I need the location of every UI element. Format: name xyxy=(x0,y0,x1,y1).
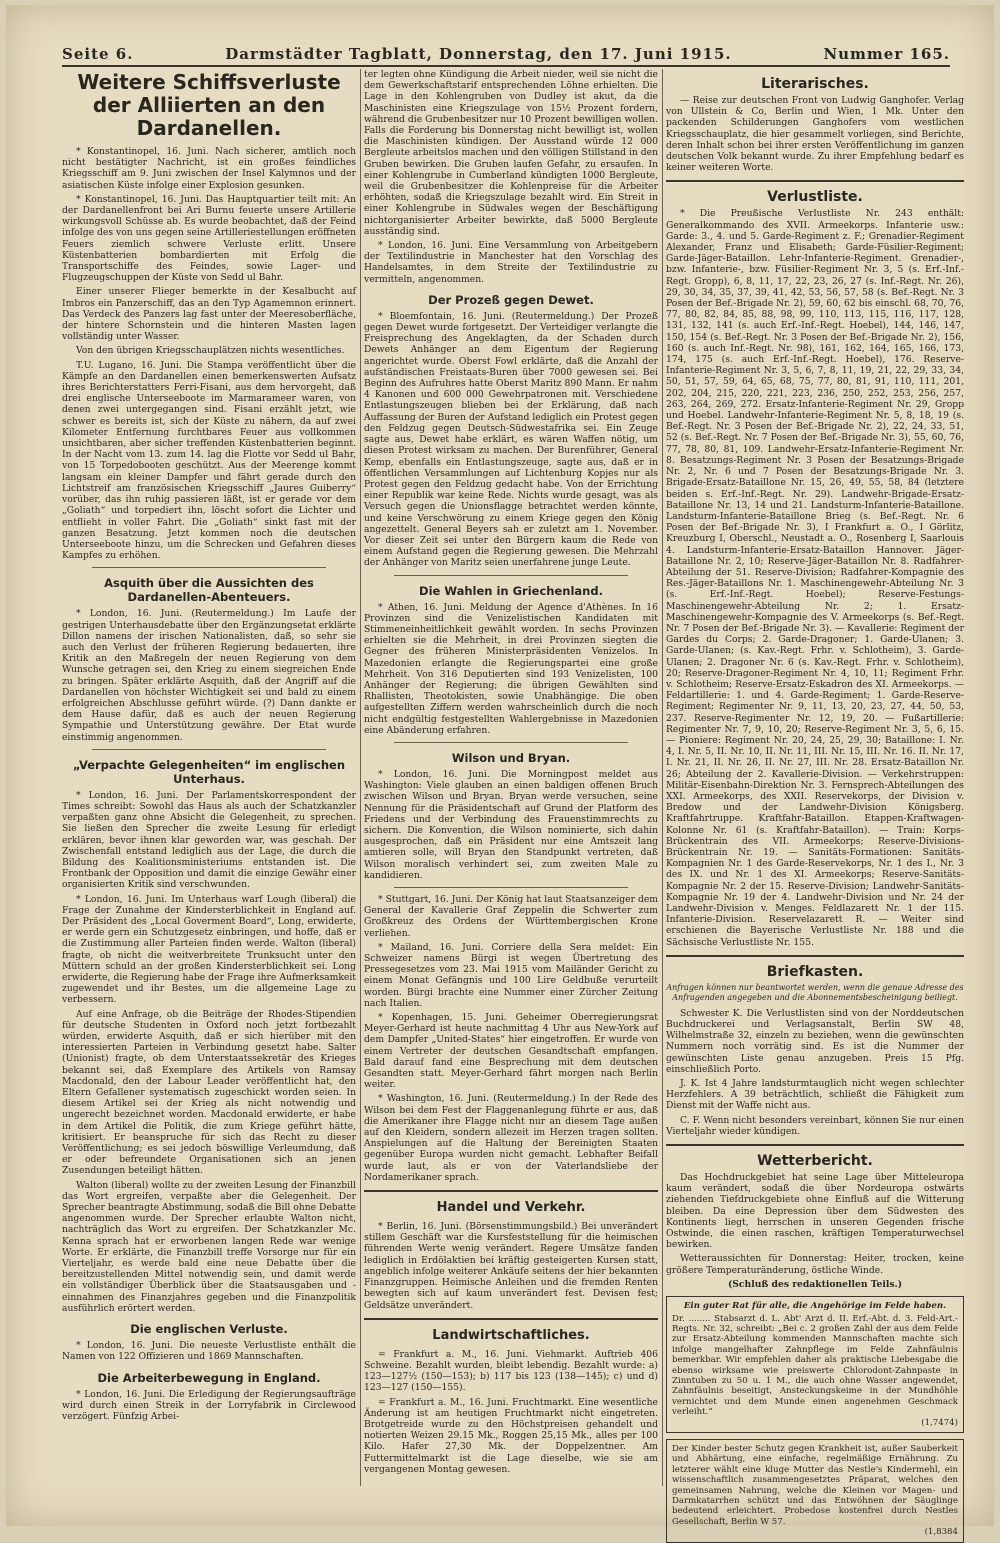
article-paragraph: * Konstantinopel, 16. Juni. Nach sicherer, amtlich noch nicht bestätigter Nachricht, ist ein großes feindliches Kriegsschiff am 9. Juni zwischen der Insel Kalymnos und der asiatischen Küste infolge einer Explosion gesunken. xyxy=(62,146,356,191)
article-paragraph: Einer unserer Flieger bemerkte in der Kesalbucht auf Imbros ein Panzerschiff, das an den Typ Agamemnon erinnert. Das Verdeck des Panzers lag fast unter der Meeresoberfläche, der hintere Schornstein und die hinteren Masten lagen vollständig unter Wasser. xyxy=(62,286,356,343)
article-paragraph: * Konstantinopel, 16. Juni. Das Hauptquartier teilt mit: An der Dardanellenfront bei Ari Burnu feuerte unsere Artillerie wirkungsvoll Schüsse ab. Es wurde beobachtet, daß der Feind infolge des von uns gegen seine Artilleriestellungen eröffneten Feuers ziemlich schwere Verluste erlitt. Unsere Küstenbatterien bombardierten mit Erfolg die Transportschiffe des Feindes, sowie Lager- und Flugzeugschuppen der Küste von Sedd ul Bahr. xyxy=(62,193,356,284)
section-heading: Die Arbeiterbewegung in England. xyxy=(97,1370,321,1385)
section-heading: Wetterbericht. xyxy=(757,1153,873,1170)
advertisement-box xyxy=(666,1439,964,1543)
page-header xyxy=(62,41,950,63)
header-rule xyxy=(62,65,950,67)
section-heading: Die Wahlen in Griechenland. xyxy=(419,583,603,598)
article-paragraph: * Stuttgart, 16. Juni. Der König hat laut Staatsanzeiger dem General der Kavallerie Graf Zeppelin die Schwerter zum Großkreuz des Ordens der Württembergischen Krone verliehen. xyxy=(364,894,658,939)
editorial-end-note: (Schluß des redaktionellen Teils.) xyxy=(727,1278,903,1290)
article-paragraph: * Athen, 16. Juni. Meldung der Agence d'Athènes. In 16 Provinzen sind die Venizelistischen Kandidaten mit Stimmeneinheitlichkeit gewählt worden. In sechs Provinzen erhielten sie die Mehrheit, in drei Provinzen siegten die Gegner des früheren Ministerpräsidenten Venizelos. In Mazedonien erlangte die Regierungspartei eine große Mehrheit. Von 316 Deputierten sind 193 Venizelisten, 100 Anhänger der Regierung; die übrigen Gewählten sind Rhallisten, Theotokisten, sowie Unabhängige. Die oben aufgestellten Ziffern werden wahrscheinlich durch die noch nicht endgültig festgestellten Wahlergebnisse in Mazedonien eine Abänderung erfahren. xyxy=(364,601,658,736)
article-paragraph: J. K. Ist 4 Jahre landsturmtauglich nicht wegen schlechter Herzfehlers. A 39 beträchtlich, schließt die Fähigkeit zum Dienst mit der Waffe nicht aus. xyxy=(666,1078,964,1112)
article-paragraph: * London, 16. Juni. Im Unterhaus warf Lough (liberal) die Frage der Zunahme der Kindersterblichkeit in England auf. Der Präsident des „Local Goverment Board“, Long, erwiderte, er werde gern ein Schutzgesetz einbringen, und hoffe, daß er die Zustimmung aller Parteien finden werde. Walton (liberal) fragte, ob nicht die weitverbreitete Trunksucht unter den Müttern schuld an der großen Kindersterblichkeit sei. Long erwiderte, die Regierung habe der Frage ihre Aufmerksamkeit zugewendet und ihr Bestes, um die allgemeine Lage zu verbessern. xyxy=(62,893,356,1006)
column-2 xyxy=(364,69,658,1486)
article-paragraph: C. F. Wenn nicht besonders vereinbart, können Sie nur einen Vierteljahr wieder kündigen. xyxy=(666,1114,964,1137)
section-divider xyxy=(394,887,628,888)
article-paragraph: Das Hochdruckgebiet hat seine Lage über Mitteleuropa kaum verändert, sodaß die über Nordeuropa ostwärts ziehenden Tiefdruckgebiete ohne Einfluß auf die Witterung bleiben. Da eine Depression über dem Südwesten des Kontinents liegt, herrschen in unseren Gegenden frische Ostwinde, die einen raschen, kräftigen Temperaturwechsel bewirken. xyxy=(666,1172,964,1251)
article-paragraph: = Frankfurt a. M., 16. Juni. Fruchtmarkt. Eine wesentliche Änderung ist am heutigen Fruchtmarkt nicht eingetreten. Brotgetreide wurde zu den Höchstpreisen gehandelt und notierten Weizen 29.15 Mk., Roggen 25,15 Mk., alles per 100 Kilo. Hafer 27,30 Mk. der Doppelzentner. Am Futtermittelmarkt ist die Lage dieselbe, wie sie am vergangenen Montag gewesen. xyxy=(364,1396,658,1475)
article-paragraph: ter legten ohne Kündigung die Arbeit nieder, weil sie nicht die dem Gewerkschaftstarif entsprechenden Löhne erhielten. Die Lage in den Kohlengruben von Dudley ist akut, da die Maschinisten eine Kriegszulage von 15½ Prozent fordern, während die Grubenbesitzer nur 10 Prozent bewilligen wollen. Falls die Forderung bis Donnerstag nicht bewilligt ist, wollen die Maschinisten kündigen. Der Ausstand würde 12 000 Bergleute arbeitslos machen und den völligen Stillstand in den Gruben bewirken. Die Gruben laufen Gefahr, zu ersaufen. In einer Kohlengrube in Cumberland kündigten 1000 Bergleute, weil die Grubenbesitzer die Kohlenpreise für die Arbeiter erhöhten, sodaß die Kriegszulage bezahlt wird. Ein Streit in einer Kohlengrube in Südwales wegen der Beschäftigung nichtorganisierter Arbeiter bewirkte, daß 5000 Bergleute ausständig sind. xyxy=(364,69,658,237)
section-heading: „Verpachte Gelegenheiten“ im englischen Unterhaus. xyxy=(72,757,346,786)
article-paragraph: * Washington, 16. Juni. (Reutermeldung.) In der Rede des Wilson bei dem Fest der Flaggenanlegung führte er aus, daß die Amerikaner ihre Flagge nicht nur an diesem Tage außen auf den Kleidern, sondern allezeit im Herzen tragen sollten. Anspielungen auf die Haltung der Bereinigten Staaten gegenüber Europa wurden nicht gemacht. Lebhafter Beifall wurde laut, als er von der Vaterlandsliebe der Nordamerikaner sprach. xyxy=(364,1093,658,1183)
column-1 xyxy=(62,69,356,1486)
article-paragraph: Schwester K. Die Verlustlisten sind von der Norddeutschen Buchdruckerei und Verlagsanstalt, Berlin SW 48, Wilhelmstraße 32, einzeln zu beziehen, wenn die gewünschten Nummern noch vorrätig sind. Es ist die Nummer der gewünschten Liste genau anzugeben. Preis 15 Pfg. einschließlich Porto. xyxy=(666,1007,964,1075)
article-paragraph: * Berlin, 16. Juni. (Börsenstimmungsbild.) Bei unverändert stillem Geschäft war die Kursfeststellung für die heimischen führenden Werte wenig verändert. Regere Umsätze fanden lediglich in Erdölaktien bei kräftig gesteigerten Kursen statt, angeblich infolge weiterer Ankäufe seitens der hier bekannten Finanzgruppen. Heimische Anleihen und die fremden Renten bewegten sich auf kaum unverändert fest. Devisen fest; Geldsätze unverändert. xyxy=(364,1221,658,1311)
article-paragraph: * London, 16. Juni. Die Morningpost meldet aus Washington: Viele glauben an einen baldigen offenen Bruch zwischen Wilson und Bryan. Bryan werde versuchen, seine Nennung für die Präsidentschaft auf Grund der Platform des Friedens und der Verbindung des Frauenstimmrechts zu sichern. Die Konvention, die Wilson nominierte, sich dahin ausgesprochen, daß ein Präsident nur eine Amtszeit lang amtieren solle, will Bryan den Standpunkt vertreten, daß Wilson moralisch verhindert sei, zum zweiten Male zu kandidieren. xyxy=(364,768,658,881)
article-paragraph: Walton (liberal) wollte zu der zweiten Lesung der Finanzbill das Wort ergreifen, verpaßte aber die Gelegenheit. Der Sprecher beantragte Abstimmung, sodaß die Bill ohne Debatte angenommen wurde. Der Sprecher erlaubte Walton nicht, nachträglich das Wort zu ergreifen. Der Schatzkanzler Mc. Kenna sprach hat er erworbenen langen Rede war wenige Worte. Er erklärte, die Finanzbill treffe Vorsorge nur für ein Vierteljahr, es werde bald eine neue Debatte über die bereitzustellenden Mittel notwendig sein, und damit werde ein vollständiger Überblick über die Staatsausgaben und -einnahmen des Finanzjahres gegeben und die Finanzpolitik ausführlich erörtert werden. xyxy=(62,1179,356,1314)
section-divider xyxy=(364,1190,658,1192)
article-paragraph: * London, 16. Juni. Die Erledigung der Regierungsaufträge wird durch einen Streik in der Lorryfabrik in Circlewood verzögert. Fünfzig Arbei- xyxy=(62,1388,356,1422)
column-divider xyxy=(360,69,361,1486)
section-divider xyxy=(666,955,964,957)
section-heading: Literarisches. xyxy=(761,76,869,92)
article-paragraph: * Bloemfontain, 16. Juni. (Reutermeldung.) Der Prozeß gegen Dewet wurde fortgesetzt. Der Verteidiger verlangte die Freisprechung des Angeklagten, da der Schaden durch Dewets Anhänger an dem Eigentum der Regierung angerichtet wurde. Oberst Fowl erklärte, daß die Anzahl der aufständischen Freistaats-Buren über 7000 gewesen sei. Bei Beginn des Aufruhres hatte Oberst Maritz 890 Mann. Er nahm 4 Kanonen und 600 000 Gewehrpatronen mit. Verschiedene Entlastungszeugen blieben bei der Erklärung, daß nach Auffassung der Buren der Aufstand lediglich ein Protest gegen den Feldzug gegen Deutsch-Südwestafrika sei. Ein Zeuge sagte aus, Dewet habe erklärt, es wären Waffen nötig, um diesen Protest wirksam zu machen. Der Burenführer, General Kemp, ebenfalls ein Entlastungszeuge, sagte aus, daß er in öffentlichen Versammlungen auf Lichtenburg Kopjes nur als Protest gegen den Feldzug gedacht habe. Von der Errichtung einer Republik war keine Rede. Nichts wurde gesagt, was als Versuch gegen die Unionsflagge betrachtet werden könnte, und keine Verschwörung zu einem Kriege gegen den König angezettelt. General Beyers sah er zuletzt am 1. November. Vor dieser Zeit sei unter den Bürgern kaum die Rede von einem Aufstand gegen die Regierung gewesen. Die Mehrzahl der Anhänger von Maritz seien unerfahrene junge Leute. xyxy=(364,310,658,569)
advertisement-text: Dr. ........ Stabsarzt d. L. Abt' Arzt d. II. Erf.-Abt. d. 3. Feld-Art.-Regts. Nr. 32, schreibt: „Bei c. 2 großen Zahl der aus dem Felde zur Ersatz-Abteilung kommenden Mannschaften machte sich infolge mangelhafter Zahnpflege im Felde Zahnfäulnis bemerkbar. Wir empfehlen daher als praktische Liebesgabe die ebenso wirksame wie preiswerte Chlorodont-Zahnpaste in Zinntuben zu 50 u. 1 M., die auch ohne Wasser angewendet, Zahnfäulnis beseitigt, Ansteckungskeime in der Mundhöhle vernichtet und dem Munde einen angenehmen Geschmack verleiht.“ xyxy=(672,1313,958,1418)
section-divider xyxy=(394,742,628,743)
article-paragraph: * London, 16. Juni. (Reutermeldung.) Im Laufe der gestrigen Unterhausdebatte über den Ergänzungsetat erklärte Dillon namens der irischen Nationalisten, daß, so sehr sie auch den Verlust der früheren Regierung bedauerten, ihre Kritik an den Maßregeln der neuen Regierung von dem Wunsche getragen sei, den Krieg zu einem siegreichen Ende zu bringen. Später erklärte Asquith, daß der Angriff auf die Dardanellen von höchster Wichtigkeit sei und bald zu einem erfolgreichen Abschlusse geführt würde. (?) Dann dankte er dem Hause dafür, daß es auch der neuen Regierung Sympathie und Unterstützung gewähre. Der Etat wurde einstimmig angenommen. xyxy=(62,608,356,743)
article-paragraph: Von den übrigen Kriegsschauplätzen nichts wesentliches. xyxy=(76,345,345,357)
advertisement-title: Ein guter Rat für alle, die Angehörige im Felde haben. xyxy=(683,1301,947,1312)
section-divider xyxy=(92,567,326,568)
section-heading: Der Prozeß gegen Dewet. xyxy=(428,292,594,307)
article-paragraph: * Mailand, 16. Juni. Corriere della Sera meldet: Ein Schweizer namens Bürgi ist wegen Übertretung des Pressegesetzes vom 23. Mai 1915 vom Mailänder Gericht zu einem Monat Gefängnis und 100 Lire Geldbuße verurteilt worden. Bürgi brachte eine Nummer einer Zürcher Zeitung nach Italien. xyxy=(364,941,658,1009)
article-paragraph: * London, 16. Juni. Die neueste Verlustliste enthält die Namen von 122 Offizieren und 1869 Mannschaften. xyxy=(62,1340,356,1363)
section-divider xyxy=(92,749,326,750)
article-paragraph: Auf eine Anfrage, ob die Beiträge der Rhodes-Stipendien für deutsche Studenten in Oxford noch jetzt fortbezahlt würden, erwiderte Asquith, daß er sich hierüber mit den interessierten Parteien in Verbindung gesetzt habe. Salter (Unionist) fragte, ob dem Unterstaatssekretär des Krieges bekannt sei, daß Exemplare des Artikels von Ramsay Macdonald, den der Labour Leader veröffentlicht hat, den Eltern Gefallener systematisch zugeschickt worden seien. In diesem Artikel sei der Krieg als nicht notwendig und ungerecht bezeichnet worden. Macdonald erwiderte, er habe in dem Artikel die Politik, die zum Kriege geführt hätte, kritisiert. Er beanspruche für sich das Recht zu dieser Veröffentlichung; es sei jedoch böswillige Verleumdung, daß er oder befreundete Organisationen sich an jenen Zusendungen beteiligt hätten. xyxy=(62,1008,356,1177)
article-paragraph: — Reise zur deutschen Front von Ludwig Ganghofer. Verlag von Ullstein & Co, Berlin und Wien, 1 Mk. Unter den packenden Schilderungen Ganghofers vom westlichen Kriegsschauplatz, die hier gesammelt vorliegen, sind Berichte, deren Inhalt schon bei ihrer ersten Veröffentlichung im ganzen deutschen Volk bekannt wurde. Zu ihrer Empfehlung bedarf es keiner weiteren Worte. xyxy=(666,95,964,174)
article-paragraph: * London, 16. Juni. Eine Versammlung von Arbeitgebern der Textilindustrie in Manchester hat den Vorschlag des Handelsamtes, in dem Streite der Textilindustrie zu vermitteln, angenommen. xyxy=(364,240,658,285)
section-divider xyxy=(666,1144,964,1146)
article-paragraph: * Kopenhagen, 15. Juni. Geheimer Oberregierungsrat Meyer-Gerhard ist heute nachmittag 4 Uhr aus New-York auf dem Dampfer „United-States“ hier eingetroffen. Er wurde von einem Vertreter der deutschen Gesandtschaft empfangen. Bald darauf fand eine Besprechung mit dem deutschen Gesandten statt. Meyer-Gerhard fährt morgen nach Berlin weiter. xyxy=(364,1012,658,1091)
section-heading: Die englischen Verluste. xyxy=(130,1322,288,1337)
advertisement-text: Der Kinder bester Schutz gegen Krankheit ist, außer Sauberkeit und Abhärtung, eine einfache, regelmäßige Ernährung. Zu letzterer wählt eine kluge Mutter das Nestle's Kindermehl, ein wissenschaftlich zusammengesetztes Präparat, welches den gemeinsamen Nahrung, welche die Kleinen vor Magen- und Darmkatarrhen schützt und das Entwöhnen der Säuglinge bedeutend erleichtert. Probedose kostenfrei durch Nestles Gesellschaft, Berlin W 57. xyxy=(672,1443,958,1527)
article-paragraph: T.U. Lugano, 16. Juni. Die Stampa veröffentlicht über die Kämpfe an den Dardanellen einen bemerkenswerten Aufsatz ihres Berichterstatters Ferri-Fisani, aus dem hervorgeht, daß drei englische Unterseeboote im Marmarameer waren, von denen zwei untergegangen sind. Fisani erzählt jetzt, wie schwer es bereits ist, sich der Küste zu nähern, da auf zwei Kilometer Entfernung furchtbares Feuer aus vollkommen unsichtbaren, aber sicher treffenden Küstenbatterien beginnt. In der Nacht vom 13. zum 14. lag die Flotte vor Sedd ul Bahr, von 15 Torpedobooten geschützt. Aus der Meerenge kommt langsam ein kleiner Dampfer und fährt gerade durch den Lichtstreif am französischen Kriegsschiff „Jaures Guiberry“ vorüber, das ihn ruhig passieren läßt, ist er gerade vor dem „Goliath“ und torpediert ihn, löscht sofort die Lichter und entflieht in voller Fahrt. Die „Goliath“ sinkt fast mit der ganzen Besatzung. Jetzt kommen noch die deutschen Unterseeboote hinzu, um die Schrecken und Gefahren dieses Kampfes zu erhöhen. xyxy=(62,359,356,562)
article-paragraph: Wetteraussichten für Donnerstag: Heiter, trocken, keine größere Temperaturänderung, östliche Winde. xyxy=(666,1253,964,1276)
masthead-title: Darmstädter Tagblatt, Donnerstag, den 17. Juni 1915. xyxy=(225,45,732,63)
section-heading: Verlustliste. xyxy=(767,189,863,206)
advertisement-code: (1,7474) xyxy=(921,1417,958,1428)
column-divider xyxy=(662,69,663,1486)
section-heading: Landwirtschaftliches. xyxy=(432,1327,590,1343)
advertisement-code: (1,8384 xyxy=(924,1527,958,1538)
column-3 xyxy=(666,69,964,1538)
section-heading: Briefkasten. xyxy=(766,963,864,980)
headline: Weitere Schiffsverluste der Alliierten an den Dardanellen. xyxy=(77,70,341,140)
newspaper-page xyxy=(6,5,994,1538)
article-paragraph: * London, 16. Juni. Der Parlamentskorrespondent der Times schreibt: Sowohl das Haus als auch der Schatzkanzler verpaßten ganz ohne Absicht die Gelegenheit, zu sprechen. Sie ließen den Sprecher die zweite Lesung für erledigt erklären, bevor ihnen klar geworden war, was geschah. Der Zwischenfall entstand lediglich aus der Lage, die durch die Bildung des Koalitionsministeriums entstanden ist. Die Frontbank der Opposition und damit die einzige Gewähr einer organisierten Kritik sind verschwunden. xyxy=(62,789,356,891)
section-heading: Asquith über die Aussichten des Dardanellen-Abenteuers. xyxy=(104,576,314,605)
article-paragraph: = Frankfurt a. M., 16. Juni. Viehmarkt. Auftrieb 406 Schweine. Bezahlt wurden, bleibt lebendig. Bezahlt wurde: a) 123—127½ (150—153); b) 117 bis 123 (138—145); c) und d) 123—127 (150—155). xyxy=(364,1348,658,1394)
section-divider xyxy=(666,180,964,182)
section-heading: Wilson und Bryan. xyxy=(451,750,571,765)
section-divider xyxy=(394,575,628,576)
briefkasten-note: Anfragen können nur beantwortet werden, wenn die genaue Adresse des Anfragenden angegeben und die Abonnementsbescheinigung beiliegt. xyxy=(666,982,964,1002)
section-divider xyxy=(364,1318,658,1320)
issue-number: Nummer 165. xyxy=(823,45,950,63)
article-paragraph: * Die Preußische Verlustliste Nr. 243 enthält: Generalkommando des XVII. Armeekorps. Infanterie usw.: Garde: 3., 4. und 5. Garde-Regiment z. F.; Grenadier-Regiment Alexander, Franz und Elisabeth; Garde-Füsilier-Regiment; Garde-Jäger-Bataillon. Lehr-Infanterie-Regiment. Grenadier-, bzw. Infanterie-, bzw. Füsilier-Regiment Nr. 3, 5 (s. Erf.-Inf.-Regt. Gropp), 6, 8, 11, 17, 22, 23, 26, 27 (s. Inf.-Regt. Nr. 26), 29, 30, 34, 35, 37, 39, 41, 42, 53, 56, 57, 58 (s. Bef.-Regt. Nr. 3 Posen der Bef.-Brigade Nr. 2), 59, 60, 62 bis einschl. 68, 70, 76, 77, 80, 82, 84, 85, 88, 98, 99, 110, 113, 115, 116, 117, 128, 131, 132, 141 (s. auch Erf.-Inf.-Regt. Hoebel), 144, 146, 147, 150, 154 (s. Bef.-Regt. Nr. 3 Posen der Bef.-Brigade Nr. 2), 156, 160 (s. auch Inf.-Regt. Nr. 98), 161, 162, 164, 165, 166, 173, 174, 175 (s. auch Erf.-Inf.-Regt. Hoebel), 176. Reserve-Infanterie-Regiment Nr. 3, 5, 6, 7, 8, 11, 19, 21, 22, 29, 33, 34, 50, 51, 57, 59, 64, 65, 68, 75, 77, 80, 81, 91, 110, 111, 201, 202, 204, 215, 220, 221, 223, 236, 250, 252, 253, 256, 257, 263, 264, 269, 272. Ersatz-Infanterie-Regiment Nr. 29, Gropp und Hoebel. Landwehr-Infanterie-Regiment Nr. 5, 8, 18, 19 (s. Bef.-Regt. Nr. 3 Posen der Bef.-Brigade Nr. 2), 22, 24, 33, 51, 52 (s. Bef.-Regt. Nr. 7 Posen der Bef.-Brigade Nr. 3), 55, 60, 76, 77, 78, 80, 81, 109. Landwehr-Ersatz-Infanterie-Regiment Nr. 8. Besatzungs-Regiment Nr. 3 Posen der Besatzungs-Brigade Nr. 2, Nr. 6 und 7 Posen der Besatzungs-Brigade Nr. 3. Brigade-Ersatz-Bataillone Nr. 15, 26, 49, 55, 58, 84 (letztere beiden s. Erf.-Inf.-Regt. Nr. 29). Landwehr-Brigade-Ersatz-Bataillone Nr. 13, 14 und 21. Landsturm-Infanterie-Bataillone. Landsturm-Infanterie-Bataillone Brieg (s. Bef.-Regt. Nr. 6 Posen der Bef.-Brigade Nr. 3), I Frankfurt a. O., I Görlitz, Kreuzburg I, Oberschl., Neustadt a. O., Rosenberg I, Saarlouis 4. Landsturm-Infanterie-Ersatz-Bataillon Hannover. Jäger-Bataillone Nr. 2, 10; Reserve-Jäger-Bataillon Nr. 8. Radfahrer-Abteilung der 51. Reserve-Division; Radfahrer-Kompagnie des Res.-Jäger-Bataillons Nr. 1. Maschinengewehr-Abteilung Nr. 3 (s. Erf.-Inf.-Regt. Hoebel); Reserve-Festungs-Maschinengewehr-Abteilung Nr. 2; 1. Ersatz-Maschinengewehr-Kompagnie des V. Armeekorps (s. Bef.-Regt. Nr. 7 Posen der Bef.-Brigade Nr. 3). — Kavallerie: Regiment der Gardes du Corps; 2. Garde-Dragoner; 1. Garde-Ulanen; 3. Garde-Ulanen; (s. Kav.-Regt. Frhr. v. Schlotheim), 3. Garde-Ulanen; 2. Dragoner Nr. 6 (s. Kav.-Regt. Frhr. v. Schlotheim), 20; Reserve-Dragoner-Regiment Nr. 4, 10, 11; Regiment Frhr. v. Schlotheim; Reserve-Ersatz-Eskadron des XI. Armeekorps. — Feldartillerie: 1. und 4. Garde-Regiment; 1. Garde-Reserve-Regiment; Regimenter Nr. 9, 11, 13, 20, 23, 27, 44, 50, 53, 237. Reserve-Regimenter Nr. 12, 19, 20. — Fußartillerie: Regimenter Nr. 7, 9, 10, 20; Reserve-Regiment Nr. 3, 5, 6, 15. — Pioniere: Regiment Nr. 20, 24, 25, 29, 30; Bataillone: I. Nr. 4, I. Nr. 5, II. Nr. 10, II. Nr. 11, III. Nr. 15, III. Nr. 16. II. Nr. 17, I. Nr. 21, II. Nr. 26, II. Nr. 27, III. Nr. 28. Ersatz-Bataillon Nr. 26; Abteilung der 2. Kavallerie-Division. — Verkehrstruppen: Militär-Eisenbahn-Direktion Nr. 3. Fernsprech-Abteilungen des XXI. Armeekorps, des XXII. Reservekorps, der Division v. Bredow und der Landwehr-Division Königsberg. Kraftfahrtruppe. Kraftfahr-Bataillon. Etappen-Kraftwagen-Kolonne Nr. 61 (s. Kraftfahr-Bataillon). — Train: Korps-Brückentrain des VII. Armeekorps; Reserve-Divisions-Brückentrain Nr. 19. — Sanitäts-Formationen: Sanitäts-Kompagnien Nr. 1 des Garde-Reservekorps, Nr. 1 des I., Nr. 3 des IX. und Nr. 1 des XI. Armeekorps; Reserve-Sanitäts-Kompagnie Nr. 2 der 15. Reserve-Division; Landwehr-Sanitäts-Kompagnie Nr. 19 der 4. Landwehr-Division und Nr. 24 der Landwehr-Division v. Menges. Feldlazarett Nr. 1 der 115. Infanterie-Division. Reservelazarett R. — Weiter sind erschienen die Bayerische Verlustliste Nr. 188 und die Sächsische Verlustliste Nr. 155. xyxy=(666,208,964,948)
page-number: Seite 6. xyxy=(62,45,134,63)
section-heading: Handel und Verkehr. xyxy=(436,1200,586,1216)
advertisement-box xyxy=(666,1296,964,1433)
